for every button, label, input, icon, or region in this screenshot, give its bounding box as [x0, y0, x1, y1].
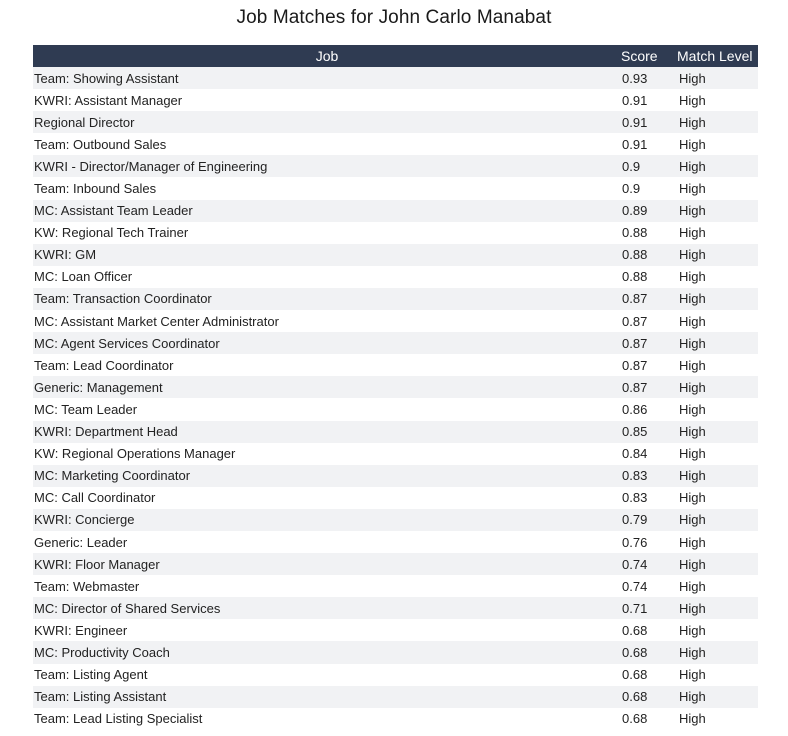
table-row: [33, 597, 758, 619]
job-cell: Team: Lead Listing Specialist: [33, 708, 621, 730]
job-cell: Team: Listing Agent: [33, 664, 621, 686]
table-row: [33, 686, 758, 708]
match-level-cell: High: [673, 200, 758, 222]
job-cell: MC: Loan Officer: [33, 266, 621, 288]
table-row: [33, 664, 758, 686]
match-level-cell: High: [673, 553, 758, 575]
job-cell: KW: Regional Operations Manager: [33, 443, 621, 465]
match-level-cell: High: [673, 288, 758, 310]
match-level-cell: High: [673, 487, 758, 509]
match-level-cell: High: [673, 89, 758, 111]
match-level-cell: High: [673, 465, 758, 487]
table-row: [33, 310, 758, 332]
job-cell: MC: Marketing Coordinator: [33, 465, 621, 487]
table-row: [33, 177, 758, 199]
match-level-cell: High: [673, 133, 758, 155]
match-level-cell: High: [673, 686, 758, 708]
job-cell: KWRI: GM: [33, 244, 621, 266]
table-row: [33, 487, 758, 509]
column-header-match-level: Match Level: [673, 45, 758, 67]
table-row: [33, 641, 758, 663]
score-cell: 0.71: [621, 597, 673, 619]
table-row: [33, 89, 758, 111]
job-cell: Generic: Management: [33, 376, 621, 398]
score-cell: 0.93: [621, 67, 673, 89]
match-level-cell: High: [673, 376, 758, 398]
table-row: [33, 398, 758, 420]
job-cell: KWRI: Engineer: [33, 619, 621, 641]
job-cell: MC: Team Leader: [33, 398, 621, 420]
table-row: [33, 200, 758, 222]
match-level-cell: High: [673, 177, 758, 199]
match-level-cell: High: [673, 155, 758, 177]
job-cell: MC: Assistant Market Center Administrator: [33, 310, 621, 332]
job-cell: MC: Agent Services Coordinator: [33, 332, 621, 354]
job-cell: KWRI: Concierge: [33, 509, 621, 531]
score-cell: 0.88: [621, 222, 673, 244]
score-cell: 0.91: [621, 111, 673, 133]
table-row: [33, 288, 758, 310]
job-cell: MC: Assistant Team Leader: [33, 200, 621, 222]
table-row: [33, 222, 758, 244]
job-cell: Team: Showing Assistant: [33, 67, 621, 89]
score-cell: 0.79: [621, 509, 673, 531]
score-cell: 0.74: [621, 553, 673, 575]
table-row: [33, 553, 758, 575]
match-level-cell: High: [673, 222, 758, 244]
match-level-cell: High: [673, 509, 758, 531]
table-row: [33, 465, 758, 487]
job-cell: Team: Lead Coordinator: [33, 354, 621, 376]
score-cell: 0.83: [621, 487, 673, 509]
match-level-cell: High: [673, 664, 758, 686]
job-cell: KWRI - Director/Manager of Engineering: [33, 155, 621, 177]
table-row: [33, 708, 758, 730]
match-level-cell: High: [673, 619, 758, 641]
job-cell: MC: Director of Shared Services: [33, 597, 621, 619]
score-cell: 0.87: [621, 288, 673, 310]
job-cell: MC: Productivity Coach: [33, 641, 621, 663]
score-cell: 0.68: [621, 664, 673, 686]
table-row: [33, 244, 758, 266]
match-level-cell: High: [673, 398, 758, 420]
score-cell: 0.86: [621, 398, 673, 420]
table-row: [33, 376, 758, 398]
score-cell: 0.88: [621, 244, 673, 266]
match-level-cell: High: [673, 310, 758, 332]
job-cell: Regional Director: [33, 111, 621, 133]
score-cell: 0.76: [621, 531, 673, 553]
job-cell: KWRI: Department Head: [33, 421, 621, 443]
match-level-cell: High: [673, 575, 758, 597]
score-cell: 0.9: [621, 155, 673, 177]
table-row: [33, 354, 758, 376]
match-level-cell: High: [673, 531, 758, 553]
score-cell: 0.87: [621, 332, 673, 354]
score-cell: 0.68: [621, 619, 673, 641]
job-cell: KWRI: Assistant Manager: [33, 89, 621, 111]
score-cell: 0.91: [621, 89, 673, 111]
score-cell: 0.87: [621, 310, 673, 332]
table-row: [33, 332, 758, 354]
table-row: [33, 531, 758, 553]
table-row: [33, 67, 758, 89]
score-cell: 0.88: [621, 266, 673, 288]
job-cell: Team: Inbound Sales: [33, 177, 621, 199]
score-cell: 0.87: [621, 376, 673, 398]
score-cell: 0.68: [621, 708, 673, 730]
match-level-cell: High: [673, 111, 758, 133]
table-header-row: [33, 45, 758, 67]
score-cell: 0.68: [621, 641, 673, 663]
job-cell: Team: Transaction Coordinator: [33, 288, 621, 310]
match-level-cell: High: [673, 266, 758, 288]
score-cell: 0.83: [621, 465, 673, 487]
match-level-cell: High: [673, 244, 758, 266]
column-header-job: Job: [33, 45, 621, 67]
score-cell: 0.89: [621, 200, 673, 222]
table-row: [33, 133, 758, 155]
score-cell: 0.91: [621, 133, 673, 155]
match-level-cell: High: [673, 443, 758, 465]
job-cell: Generic: Leader: [33, 531, 621, 553]
job-cell: MC: Call Coordinator: [33, 487, 621, 509]
match-level-cell: High: [673, 708, 758, 730]
match-level-cell: High: [673, 67, 758, 89]
match-level-cell: High: [673, 641, 758, 663]
job-cell: Team: Listing Assistant: [33, 686, 621, 708]
table-body: [33, 67, 758, 730]
job-cell: KW: Regional Tech Trainer: [33, 222, 621, 244]
match-level-cell: High: [673, 421, 758, 443]
score-cell: 0.84: [621, 443, 673, 465]
score-cell: 0.68: [621, 686, 673, 708]
table-row: [33, 443, 758, 465]
table-row: [33, 619, 758, 641]
job-matches-table: [33, 45, 758, 730]
table-row: [33, 111, 758, 133]
table-row: [33, 266, 758, 288]
job-cell: Team: Outbound Sales: [33, 133, 621, 155]
column-header-score: Score: [621, 45, 673, 67]
table-row: [33, 155, 758, 177]
match-level-cell: High: [673, 597, 758, 619]
match-level-cell: High: [673, 354, 758, 376]
match-level-cell: High: [673, 332, 758, 354]
page-title: Job Matches for John Carlo Manabat: [236, 7, 552, 28]
job-cell: Team: Webmaster: [33, 575, 621, 597]
table-row: [33, 509, 758, 531]
table-row: [33, 575, 758, 597]
table-row: [33, 421, 758, 443]
score-cell: 0.85: [621, 421, 673, 443]
score-cell: 0.74: [621, 575, 673, 597]
score-cell: 0.87: [621, 354, 673, 376]
job-cell: KWRI: Floor Manager: [33, 553, 621, 575]
score-cell: 0.9: [621, 177, 673, 199]
